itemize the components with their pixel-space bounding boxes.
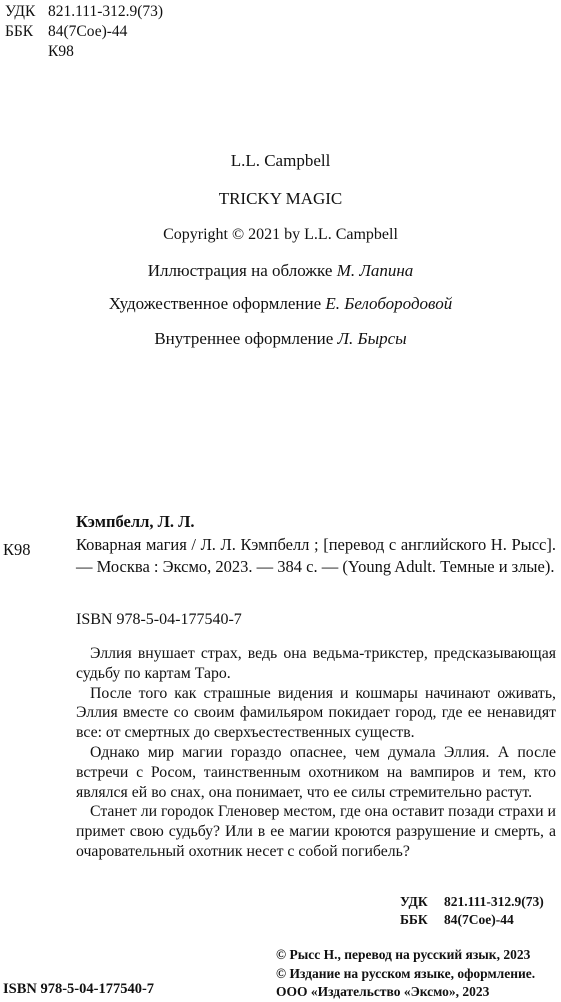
isbn-bottom: ISBN 978-5-04-177540-7 — [3, 981, 155, 997]
codes-right-bbk: ББК 84(7Сое)-44 — [400, 912, 514, 927]
credit-cover-name: М. Лапина — [336, 261, 414, 280]
copyright-notices — [276, 946, 535, 1002]
bbk-code: 84(7Сое)-44 — [48, 23, 128, 40]
original-author: L.L. Campbell — [230, 151, 331, 170]
copyright-publisher: ООО «Издательство «Эксмо», 2023 — [276, 984, 490, 999]
annotation-paragraph: Однако мир магии гораздо опаснее, чем думала Эллия. А после встречи с Росом, таинственным охотником на вампиров и тем, кто являлся ей во снах, она понимает, что ее силы стремительно растут. — [76, 743, 556, 801]
credit-cover-role: Иллюстрация на обложке — [147, 261, 333, 280]
credit-art — [0, 294, 561, 314]
credit-interior-role: Внутреннее оформление — [154, 329, 334, 348]
record-author: Кэмпбелл, Л. Л. — [76, 512, 195, 531]
credit-art-role: Художественное оформление — [108, 294, 322, 313]
record-code: К98 — [3, 540, 31, 559]
credit-cover — [0, 261, 561, 281]
copyright-translation: © Рысс Н., перевод на русский язык, 2023 — [276, 947, 531, 962]
record-isbn: ISBN 978-5-04-177540-7 — [76, 611, 242, 628]
author-sign: К98 — [48, 43, 74, 60]
credit-interior-name: Л. Бырсы — [337, 329, 407, 348]
bbk-label: ББК — [5, 23, 34, 40]
copyright-edition: © Издание на русском языке, оформление. — [276, 965, 536, 981]
annotation — [76, 644, 556, 862]
original-title: TRICKY MAGIC — [218, 189, 343, 208]
annotation-paragraph: После того как страшные видения и кошмары начинают оживать, Эллия вместе со своим фамильяром покидает город, где ее ненавидят все: от смертных до сверхъестественных существ. — [76, 684, 556, 742]
credit-interior — [0, 329, 561, 349]
codes-right — [400, 893, 544, 929]
record-description: Коварная магия / Л. Л. Кэмпбелл ; [перевод с английского Н. Рысс]. — Москва : Эксмо, 2023. — 384 с. — (Young Adult. Темные и злые). — [76, 535, 556, 576]
credit-art-name: Е. Белобородовой — [325, 294, 453, 313]
annotation-paragraph: Эллия внушает страх, ведь она ведьма-трикстер, предсказывающая судьбу по картам Таро. — [76, 645, 556, 682]
copyright-line: Copyright © 2021 by L.L. Campbell — [163, 226, 398, 243]
udk-label: УДК — [5, 3, 36, 20]
annotation-paragraph: Станет ли городок Гленовер местом, где она оставит позади страхи и примет свою судьбу? Или в ее магии кроются разрушение и смерть, а очаровательный охотник несет с собой погибель? — [76, 803, 556, 860]
codes-right-udk: УДК 821.111-312.9(73) — [400, 894, 544, 909]
udk-code: 821.111-312.9(73) — [48, 3, 164, 20]
